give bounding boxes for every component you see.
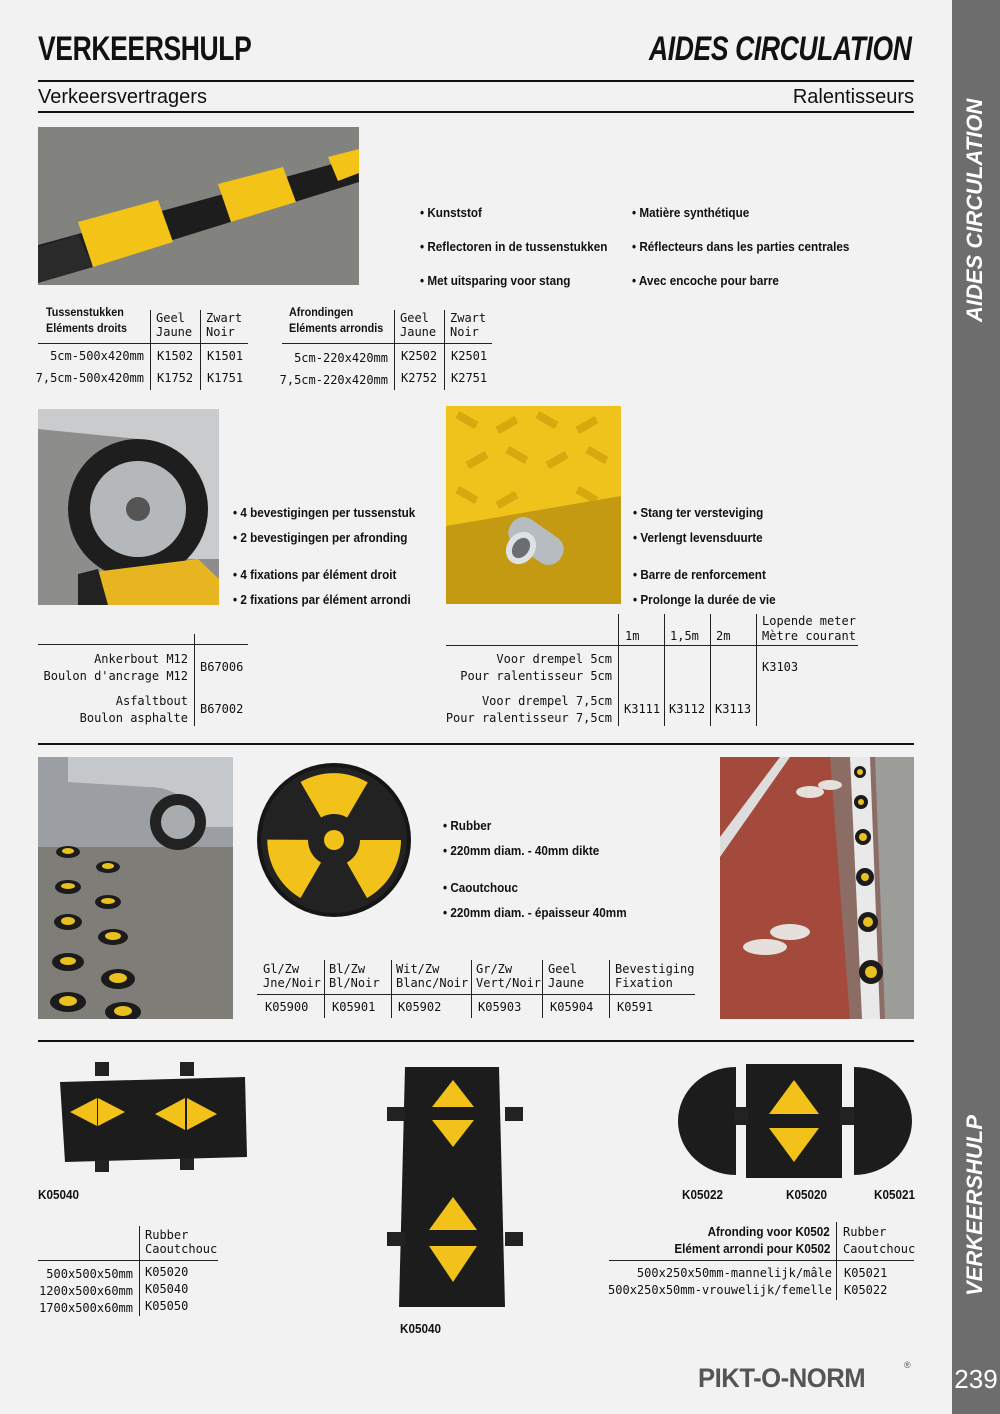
t2-r2-size: 7,5cm-220x420mm (279, 373, 388, 387)
t2-r2-geel: K2752 (401, 371, 438, 385)
bullet-bar-3: • Barre de renforcement (633, 567, 766, 582)
ramp-r2-size: 1200x500x60mm (39, 1284, 133, 1298)
ramp-head-a: Rubber (145, 1228, 189, 1242)
ramp-k05040-vertical-photo (387, 1062, 527, 1310)
ramp-r1-size: 500x500x50mm (46, 1267, 133, 1281)
stud-h4a: Gr/Zw (476, 962, 513, 976)
bar-vline2 (664, 614, 665, 726)
bar-r2-code-1: K3111 (624, 702, 661, 716)
bullet-fr-1: • Matière synthétique (632, 205, 749, 220)
bullet-fix-1: • 4 bevestigingen per tussenstuk (233, 505, 415, 520)
t2-vline2 (444, 310, 445, 390)
section-rule-1 (38, 743, 914, 745)
stud-h2a: Bl/Zw (329, 962, 366, 976)
bullet-rubber-4: • 220mm diam. - épaisseur 40mm (443, 905, 627, 920)
bar-r1-b: Pour ralentisseur 5cm (460, 669, 612, 683)
bar-vline4 (756, 614, 757, 726)
ramp-r3-code: K05050 (145, 1299, 189, 1313)
t1-r1-zwart: K1501 (207, 349, 244, 363)
stud-code-6: K0591 (617, 1000, 654, 1014)
bullet-nl-1: • Kunststof (420, 205, 482, 220)
end-r2-size: 500x250x50mm-vrouwelijk/femelle (608, 1283, 832, 1297)
bullet-rubber-2: • 220mm diam. - 40mm dikte (443, 843, 599, 858)
stud-code-5: K05904 (550, 1000, 594, 1014)
ramp-r1-code: K05020 (145, 1265, 189, 1279)
stud-h6b: Fixation (615, 976, 673, 990)
t1-hline (38, 343, 248, 344)
anchor-r2-l2: Boulon asphalte (79, 711, 188, 725)
bullet-rubber-1: • Rubber (443, 818, 491, 833)
end-hline (609, 1260, 914, 1261)
t1-head1: Tussenstukken (46, 305, 124, 319)
label-k05021: K05021 (874, 1187, 915, 1202)
bike-lane-photo (720, 757, 914, 1019)
bar-hline (446, 645, 858, 646)
bullet-bar-1: • Stang ter versteviging (633, 505, 763, 520)
stud-h5a: Geel (548, 962, 577, 976)
bar-r1-a: Voor drempel 5cm (496, 652, 612, 666)
bullet-fr-3: • Avec encoche pour barre (632, 273, 779, 288)
t1-head2: Eléments droits (46, 321, 128, 335)
subtitle-nl: Verkeersvertragers (38, 86, 207, 108)
t1-col1a: Geel (156, 311, 185, 325)
bar-meter-a: Lopende meter (762, 614, 856, 628)
ramp-set-k0502x-photo (676, 1062, 914, 1180)
t2-col1b: Jaune (400, 325, 437, 339)
t2-col2a: Zwart (450, 311, 487, 325)
end-head-l2: Elément arrondi pour K0502 (673, 1241, 830, 1256)
stud-vline1 (324, 960, 325, 1018)
subtitle-rule (38, 111, 914, 113)
stud-hline (257, 994, 695, 995)
stud-h2b: Bl/Noir (329, 976, 380, 990)
bullet-nl-2: • Reflectoren in de tussenstukken (420, 239, 607, 254)
ramp-k05040-photo (55, 1062, 250, 1172)
brand-logo: PIKT-O-NORM (698, 1363, 866, 1393)
road-studs-photo (38, 757, 233, 1019)
stud-code-2: K05901 (332, 1000, 376, 1014)
stud-h1a: Gl/Zw (263, 962, 300, 976)
anchor-r1-l1: Ankerbout M12 (94, 652, 188, 666)
t1-col1b: Jaune (156, 325, 193, 339)
anchor-r1-l2: Boulon d'ancrage M12 (43, 669, 188, 683)
bar-r2-code-3: K3113 (715, 702, 752, 716)
stud-code-3: K05902 (398, 1000, 442, 1014)
end-head-b: Caoutchouc (843, 1242, 916, 1256)
subtitle-fr: Ralentisseurs (792, 86, 914, 108)
speed-bump-photo (38, 127, 359, 285)
section-rule-2 (38, 1040, 914, 1042)
anchor-vline (194, 634, 195, 726)
t1-vline1 (150, 310, 151, 390)
page-number: 239 (952, 1356, 1000, 1402)
bar-r2-code-2: K3112 (669, 702, 706, 716)
bar-col-3: 2m (716, 629, 731, 643)
t1-col2a: Zwart (206, 311, 243, 325)
bullet-fr-2: • Réflecteurs dans les parties centrales (632, 239, 849, 254)
label-k05040-center: K05040 (400, 1321, 441, 1336)
ramp-r2-code: K05040 (145, 1282, 189, 1296)
registered-mark: ® (904, 1360, 911, 1370)
bullet-nl-3: • Met uitsparing voor stang (420, 273, 570, 288)
end-r1-code: K05021 (844, 1266, 888, 1280)
stud-vline2 (391, 960, 392, 1018)
t2-r1-geel: K2502 (401, 349, 438, 363)
end-head-l1: Afronding voor K0502 (707, 1224, 830, 1239)
label-k05020: K05020 (786, 1187, 827, 1202)
ramp-vline (139, 1226, 140, 1316)
bar-r2-b: Pour ralentisseur 7,5cm (445, 711, 612, 725)
t2-r1-zwart: K2501 (451, 349, 488, 363)
anchor-r2-l1: Asfaltbout (115, 694, 188, 708)
rubber-stud-photo (255, 757, 413, 923)
header-rule (38, 80, 914, 82)
t2-col1a: Geel (400, 311, 429, 325)
t1-r2-zwart: K1751 (207, 371, 244, 385)
stud-h1b: Jne/Noir (263, 976, 321, 990)
t2-r1-size: 5cm-220x420mm (294, 351, 388, 365)
bar-vline1 (618, 614, 619, 726)
t2-head2: Eléments arrondis (289, 321, 384, 335)
anchor-hline (38, 644, 248, 645)
bullet-bar-4: • Prolonge la durée de vie (633, 592, 776, 607)
t1-vline2 (200, 310, 201, 390)
anchor-r2-code: B67002 (200, 702, 244, 716)
t1-r1-geel: K1502 (157, 349, 194, 363)
label-k05022: K05022 (682, 1187, 723, 1202)
bar-detail-photo (446, 406, 621, 604)
stud-code-4: K05903 (478, 1000, 522, 1014)
t1-r2-size: 7,5cm-500x420mm (35, 371, 144, 385)
end-r2-code: K05022 (844, 1283, 888, 1297)
t1-col2b: Noir (206, 325, 235, 339)
t1-r1-size: 5cm-500x420mm (50, 349, 144, 363)
stud-vline3 (471, 960, 472, 1018)
t1-r2-geel: K1752 (157, 371, 194, 385)
anchor-r1-code: B67006 (200, 660, 244, 674)
bar-col-1: 1m (625, 629, 640, 643)
t2-vline1 (394, 310, 395, 390)
stud-code-1: K05900 (265, 1000, 309, 1014)
ramp-head-b: Caoutchouc (145, 1242, 218, 1256)
bullet-bar-2: • Verlengt levensduurte (633, 530, 763, 545)
t2-r2-zwart: K2751 (451, 371, 488, 385)
ramp-r3-size: 1700x500x60mm (39, 1301, 133, 1315)
end-r1-size: 500x250x50mm-mannelijk/mâle (636, 1266, 832, 1280)
stud-h3a: Wit/Zw (396, 962, 440, 976)
bullet-fix-4: • 2 fixations par élément arrondi (233, 592, 411, 607)
sidebar-bottom-label: VERKEERSHULP (962, 1115, 987, 1296)
bullet-rubber-3: • Caoutchouc (443, 880, 518, 895)
stud-vline4 (542, 960, 543, 1018)
sidebar-top-label: AIDES CIRCULATION (962, 98, 987, 322)
end-vline (836, 1222, 837, 1300)
label-k05040-left: K05040 (38, 1187, 79, 1202)
bar-vline3 (710, 614, 711, 726)
stud-vline5 (609, 960, 610, 1018)
stud-h4b: Vert/Noir (476, 976, 542, 990)
bar-r1-code: K3103 (762, 660, 799, 674)
stud-h3b: Blanc/Noir (396, 976, 469, 990)
bar-col-2: 1,5m (670, 629, 699, 643)
stud-h5b: Jaune (548, 976, 585, 990)
bar-meter-b: Mètre courant (762, 629, 856, 643)
bullet-fix-3: • 4 fixations par élément droit (233, 567, 396, 582)
ramp-hline (38, 1260, 218, 1261)
t2-head1: Afrondingen (289, 305, 354, 319)
t2-hline (282, 343, 492, 344)
title-fr: AIDES CIRCULATION (649, 30, 912, 68)
end-head-a: Rubber (843, 1225, 887, 1239)
title-nl: VERKEERSHULP (38, 30, 252, 68)
bullet-fix-2: • 2 bevestigingen per afronding (233, 530, 407, 545)
t2-col2b: Noir (450, 325, 479, 339)
car-wheel-photo (38, 409, 219, 605)
stud-h6a: Bevestiging (615, 962, 695, 976)
bar-r2-a: Voor drempel 7,5cm (481, 694, 612, 708)
